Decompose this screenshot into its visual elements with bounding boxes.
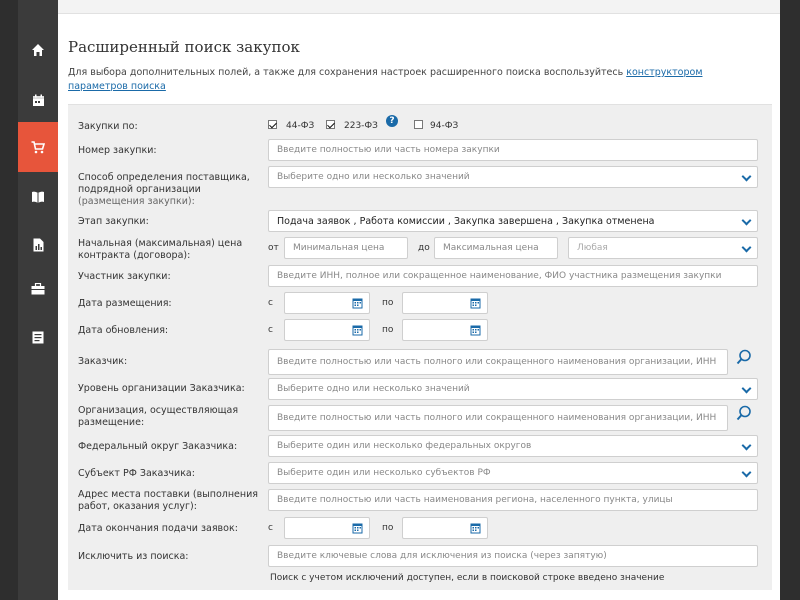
deadline-label: Дата окончания подачи заявок: (78, 523, 238, 534)
customer-label: Заказчик: (78, 356, 128, 367)
chevron-down-icon (742, 441, 752, 451)
main-content (58, 0, 780, 600)
published-to-input[interactable] (402, 292, 488, 314)
chevron-down-icon (742, 384, 752, 394)
participant-input[interactable]: Введите ИНН, полное или сокращенное наименование, ФИО участника размещения закупки (268, 265, 758, 287)
sidebar-item-purchases[interactable] (18, 122, 58, 172)
search-icon[interactable] (736, 349, 752, 365)
document-icon (32, 331, 44, 344)
sidebar-item-business[interactable] (18, 264, 58, 314)
chevron-down-icon (742, 172, 752, 182)
customer-input[interactable]: Введите полностью или часть полного или сокращенного наименования организации, ИНН (268, 349, 728, 375)
deadline-from-input[interactable] (284, 517, 370, 539)
stage-select-text: Подача заявок , Работа комиссии , Закупка завершена , Закупка отменена (277, 215, 655, 227)
max-price-input[interactable]: Максимальная цена (434, 237, 558, 259)
deadline-from-label: с (268, 523, 273, 533)
price-from-label: от (268, 243, 279, 253)
hint-text-body: Для выбора дополнительных полей, а также для сохранения настроек расширенного поиска воспользуйтесь (68, 67, 627, 78)
search-icon[interactable] (736, 405, 752, 421)
deadline-to-input[interactable] (402, 517, 488, 539)
customer-level-label: Уровень организации Заказчика: (78, 383, 245, 394)
law-44-checkbox[interactable] (268, 120, 277, 129)
number-label: Номер закупки: (78, 145, 157, 156)
calendar-icon[interactable] (352, 522, 363, 534)
currency-select[interactable] (568, 237, 758, 259)
region-label: Субъект РФ Заказчика: (78, 468, 195, 479)
method-label-sub: (размещения закупки): (78, 196, 195, 207)
method-label (78, 172, 263, 208)
law-223-checkbox[interactable] (326, 120, 335, 129)
chevron-down-icon (742, 216, 752, 226)
briefcase-icon (31, 283, 45, 295)
region-select-text: Выберите один или несколько субъектов РФ (277, 468, 491, 478)
currency-select-text: Любая (577, 243, 608, 253)
chevron-down-icon (742, 468, 752, 478)
updated-label: Дата обновления: (78, 325, 169, 336)
law-94-checkbox[interactable] (414, 120, 423, 129)
search-form-panel (68, 104, 772, 590)
calendar-icon[interactable] (470, 324, 481, 336)
purchase-number-input[interactable]: Введите полностью или часть номера закупки (268, 139, 758, 161)
method-select[interactable] (268, 166, 758, 188)
min-price-input[interactable]: Минимальная цена (284, 237, 408, 259)
help-icon[interactable]: ? (386, 115, 398, 127)
exclude-note: Поиск с учетом исключений доступен, если в поисковой строке введено значение (270, 573, 665, 583)
price-to-label: до (418, 243, 430, 253)
calendar-icon[interactable] (352, 297, 363, 309)
sidebar-item-library[interactable] (18, 172, 58, 222)
calendar-icon[interactable] (470, 297, 481, 309)
calendar-icon[interactable] (470, 522, 481, 534)
search-constructor-link[interactable]: конструктором параметров поиска (68, 67, 703, 92)
report-icon (33, 238, 44, 252)
top-bar (58, 0, 780, 14)
updated-from-input[interactable] (284, 319, 370, 341)
method-select-text: Выберите одно или несколько значений (277, 172, 470, 182)
region-select[interactable] (268, 462, 758, 484)
price-label: Начальная (максимальная) цена контракта (договора): (78, 238, 243, 261)
placing-org-input[interactable]: Введите полностью или часть полного или сокращенного наименования организации, ИНН (268, 405, 728, 431)
calendar-icon[interactable] (352, 324, 363, 336)
updated-to-label: по (382, 325, 394, 335)
app-window (18, 0, 780, 600)
updated-to-input[interactable] (402, 319, 488, 341)
delivery-label: Адрес места поставки (выполнения работ, оказания услуг): (78, 489, 258, 512)
district-select[interactable] (268, 435, 758, 457)
law-44-label: 44-ФЗ (286, 121, 315, 131)
law-label: Закупки по: (78, 121, 138, 132)
law-223-label: 223-ФЗ (344, 121, 378, 131)
placing-org-label: Организация, осуществляющая размещение: (78, 405, 239, 428)
method-label-main: Способ определения поставщика, подрядной организации (78, 172, 250, 195)
law-94-label: 94-ФЗ (430, 121, 459, 131)
exclude-label: Исключить из поиска: (78, 551, 189, 562)
district-select-text: Выберите один или несколько федеральных округов (277, 441, 532, 451)
hint-text (68, 66, 748, 94)
stage-select[interactable] (268, 210, 758, 232)
participant-label: Участник закупки: (78, 271, 171, 282)
page-title: Расширенный поиск закупок (68, 38, 300, 56)
published-label: Дата размещения: (78, 298, 172, 309)
exclude-input[interactable]: Введите ключевые слова для исключения из поиска (через запятую) (268, 545, 758, 567)
calendar-icon (32, 94, 45, 107)
sidebar-item-documents[interactable] (18, 312, 58, 362)
sidebar-item-calendar[interactable] (18, 75, 58, 125)
customer-level-select[interactable] (268, 378, 758, 400)
sidebar (18, 0, 58, 600)
published-from-label: с (268, 298, 273, 308)
customer-level-select-text: Выберите одно или несколько значений (277, 384, 470, 394)
delivery-input[interactable]: Введите полностью или часть наименования региона, населенного пункта, улицы (268, 489, 758, 511)
chevron-down-icon (742, 243, 752, 253)
book-icon (31, 191, 45, 203)
district-label: Федеральный округ Заказчика: (78, 441, 238, 452)
home-icon (31, 43, 45, 57)
deadline-to-label: по (382, 523, 394, 533)
sidebar-item-reports[interactable] (18, 220, 58, 270)
stage-label: Этап закупки: (78, 216, 149, 227)
cart-icon (31, 141, 45, 154)
updated-from-label: с (268, 325, 273, 335)
published-to-label: по (382, 298, 394, 308)
sidebar-item-home[interactable] (18, 25, 58, 75)
published-from-input[interactable] (284, 292, 370, 314)
